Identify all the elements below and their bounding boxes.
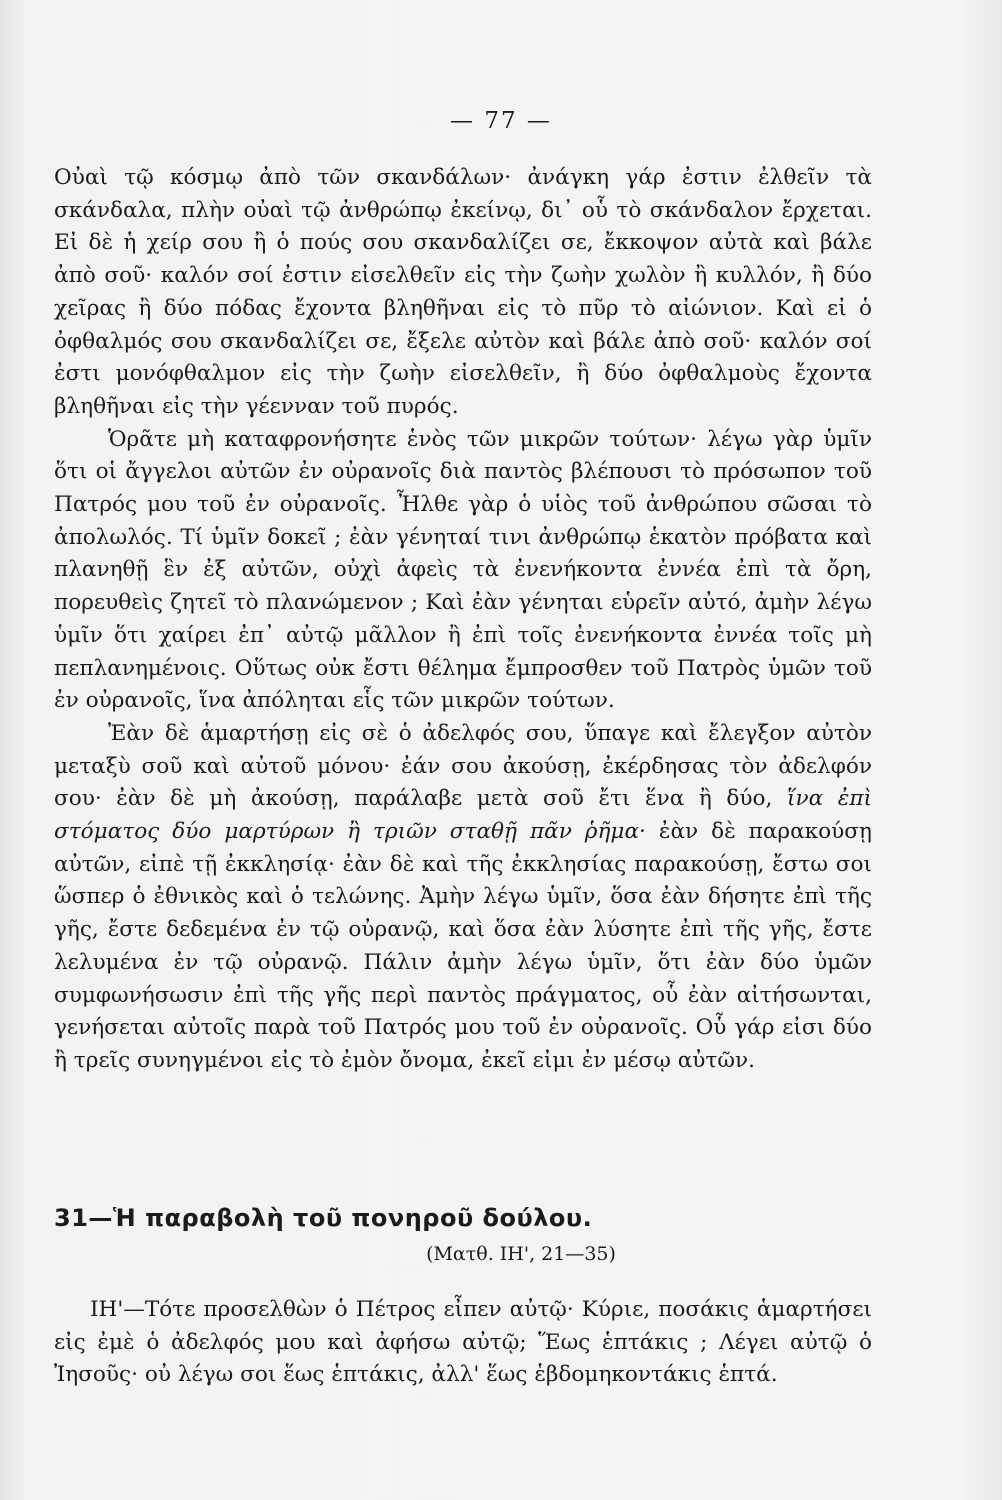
paragraph-3-start: Ἐὰν δὲ ἁμαρτήσῃ εἰς σὲ ὁ ἀδελφός σου, ὕπαγε καὶ ἔλεγξον αὐτὸν μεταξὺ σοῦ καὶ αὐτοῦ μόνου· ἐάν σου ἀκούσῃ, ἐκέρδησας τὸν ἀδελφόν σου· ἐὰν δὲ μὴ ἀκούσῃ, παράλαβε μετὰ σοῦ ἔτι ἕνα ἢ δύο, <box>54 720 872 812</box>
section-heading: 31—Ἡ παραβολὴ τοῦ πονηροῦ δούλου. <box>54 1204 593 1232</box>
page-number: — 77 — <box>450 108 552 134</box>
verse-paragraph: ΙΗ'—Τότε προσελθὼν ὁ Πέτρος εἶπεν αὐτῷ· Κύριε, ποσάκις ἁμαρτήσει εἰς ἐμὲ ὁ ἀδελφός μου καὶ ἀφήσω αὐτῷ; Ἕως ἑπτάκις ; Λέγει αὐτῷ ὁ Ἰησοῦς· οὐ λέγω σοι ἕως ἑπτάκις, ἀλλ' ἕως ἑβδομηκοντάκις ἑπτά. <box>54 1297 872 1387</box>
scripture-quote: ἵνα ἐπὶ στόματος δύο μαρτύρων ἢ τριῶν σταθῇ πᾶν ῥῆμα· <box>54 786 872 845</box>
section-reference: (Ματθ. ΙΗ', 21—35) <box>426 1243 616 1265</box>
paragraph-1: Οὐαὶ τῷ κόσμῳ ἀπὸ τῶν σκανδάλων· ἀνάγκη γάρ ἐστιν ἐλθεῖν τὰ σκάνδαλα, πλὴν οὐαὶ τῷ ἀνθρώπῳ ἐκείνῳ, δι᾿ οὗ τὸ σκάνδαλον ἔρχεται. Εἰ δὲ ἡ χείρ σου ἢ ὁ πούς σου σκανδαλίζει σε, ἔκκοψον αὐτὰ καὶ βάλε ἀπὸ σοῦ· καλόν σοί ἐστιν εἰσελθεῖν εἰς τὴν ζωὴν χωλὸν ἢ κυλλόν, ἢ δύο χεῖρας ἢ δύο πόδας ἔχοντα βληθῆναι εἰς τὸ πῦρ τὸ αἰώνιον. Καὶ εἰ ὁ ὀφθαλμός σου σκανδαλίζει σε, ἔξελε αὐτὸν καὶ βάλε ἀπὸ σοῦ· καλόν σοί ἐστι μονόφθαλμον εἰς τὴν ζωὴν εἰσελθεῖν, ἢ δύο ὀφθαλμοὺς ἔχοντα βληθῆναι εἰς τὴν γέενναν τοῦ πυρός. <box>54 165 872 419</box>
verse-text <box>54 1294 872 1392</box>
paragraph-3 <box>54 718 872 1078</box>
paragraph-3-end: ἐὰν δὲ παρακούσῃ αὐτῶν, εἰπὲ τῇ ἐκκλησίᾳ· ἐὰν δὲ καὶ τῆς ἐκκλησίας παρακούσῃ, ἔστω σοι ὥσπερ ὁ ἐθνικὸς καὶ ὁ τελώνης. Ἀμὴν λέγω ὑμῖν, ὅσα ἐὰν δήσητε ἐπὶ τῆς γῆς, ἔστε δεδεμένα ἐν τῷ οὐρανῷ, καὶ ὅσα ἐὰν λύσητε ἐπὶ τῆς γῆς, ἔστε λελυμένα ἐν τῷ οὐρανῷ. Πάλιν ἀμὴν λέγω ὑμῖν, ὅτι ἐὰν δύο ὑμῶν συμφωνήσωσιν ἐπὶ τῆς γῆς περὶ παντὸς πράγματος, οὗ ἐὰν αἰτήσωνται, γενήσεται αὐτοῖς παρὰ τοῦ Πατρός μου τοῦ ἐν οὐρανοῖς. Οὗ γάρ εἰσι δύο ἢ τρεῖς συνηγμένοι εἰς τὸ ἐμὸν ὄνομα, ἐκεῖ εἰμι ἐν μέσῳ αὐτῶν. <box>54 819 872 1073</box>
paragraph-2: Ὁρᾶτε μὴ καταφρονήσητε ἑνὸς τῶν μικρῶν τούτων· λέγω γὰρ ὑμῖν ὅτι οἱ ἄγγελοι αὐτῶν ἐν οὐρανοῖς διὰ παντὸς βλέπουσι τὸ πρόσωπον τοῦ Πατρός μου τοῦ ἐν οὐρανοῖς. Ἦλθε γὰρ ὁ υἱὸς τοῦ ἀνθρώπου σῶσαι τὸ ἀπολωλός. Τί ὑμῖν δοκεῖ ; ἐὰν γένηταί τινι ἀνθρώπῳ ἑκατὸν πρόβατα καὶ πλανηθῇ ἓν ἐξ αὐτῶν, οὐχὶ ἀφεὶς τὰ ἐνενήκοντα ἐννέα ἐπὶ τὰ ὄρη, πορευθεὶς ζητεῖ τὸ πλανώμενον ; Καὶ ἐὰν γένηται εὑρεῖν αὐτό, ἀμὴν λέγω ὑμῖν ὅτι χαίρει ἐπ᾿ αὐτῷ μᾶλλον ἢ ἐπὶ τοῖς ἐνενήκοντα ἐννέα τοῖς μὴ πεπλανημένοις. Οὕτως οὐκ ἔστι θέλημα ἔμπροσθεν τοῦ Πατρὸς ὑμῶν τοῦ ἐν οὐρανοῖς, ἵνα ἀπόληται εἷς τῶν μικρῶν τούτων. <box>54 426 872 714</box>
body-text <box>54 162 872 1078</box>
